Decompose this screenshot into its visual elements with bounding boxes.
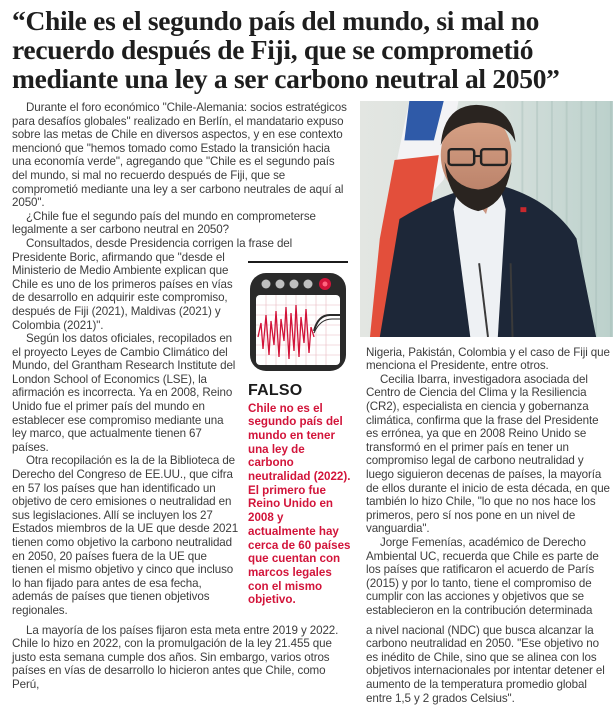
article-column-right-bottom <box>360 618 613 706</box>
article-column-right-top <box>360 338 613 618</box>
paragraph: a nivel nacional (NDC) que busca alcanzar la carbono neutralidad en 2050. "Ese objetivo no es inédito de Chile, sino que se alinea con los objetivos internacionales por intentar detener el aumento de la temperatura promedio global entre 1,5 y 2 grados Celsius". <box>366 623 605 705</box>
seismograph-monitor-icon <box>248 271 348 373</box>
paragraph: Presidente Boric, afirmando que "desde el Ministerio de Medio Ambiente explican que Chile es uno de los primeros países en vías de desarrollo en adquirir este compromiso, después de Fiji (2021), Maldivas (2021) y Colombia (2021)". <box>12 250 233 332</box>
verdict-text: Chile no es el segundo país del mundo en tener una ley de carbono neutralidad (2022). El primero fue Reino Unido en 2008 y actualmente hay cerca de 60 países que cuentan con marcos legales con el mismo objetivo. <box>248 401 351 607</box>
paragraph: Jorge Femenías, académico de Derecho Ambiental UC, recuerda que Chile es parte de los países que ratificaron el acuerdo de París (2015) y por lo tanto, tiene el compromiso de cumplir con las acciones y objetivos que se establecieron en la contribución determinada <box>366 536 599 617</box>
headline: “Chile es el segundo país del mundo, si mal no recuerdo después de Fiji, que se comprometió mediante una ley a ser carbono neutral al 2050” <box>12 5 560 94</box>
paragraph: Otra recopilación es la de la Biblioteca de Derecho del Congreso de EE.UU., que cifra en 57 los países que han identificado un objetivo de cero emisiones o neutralidad en sus legislaciones. Allí se incluyen los 27 Estados miembros de la UE que desde 2021 tienen como objetivo la carbono neutralidad en 2050, 20 países fuera de la UE que tienen el mismo objetivo y cinco que incluso lo han fijado para antes de esa fecha, además de países que tienen objetivos regionales. <box>12 454 239 617</box>
president-photo-image <box>360 101 613 337</box>
article-column-left-bottom <box>12 618 360 706</box>
president-photo <box>360 101 613 337</box>
article-column-left-mid <box>12 251 248 618</box>
verdict-rating: FALSO <box>248 381 303 399</box>
paragraph: Según los datos oficiales, recopilados en el proyecto Leyes de Cambio Climático del Mundo, del Grantham Research Institute del London School of Economics (LSE), la afirmación es incorrecta. Ya en 2008, Reino Unido fue el primer país del mundo en establecer ese compromiso mediante una ley marco, que actualmente tienen 67 países. <box>12 332 236 454</box>
paragraph: Consultados, desde Presidencia corrigen la frase del <box>26 236 293 250</box>
paragraph: Cecilia Ibarra, investigadora asociada del Centro de Ciencia del Clima y la Resiliencia (CR2), especialista en ciencia y gobernanza climática, confirma que la frase del Presidente es errónea, ya que en 2008 Reino Unido se transformó en el primer país en tener un compromiso legal de carbono neutralidad y luego siguieron decenas de países, la mayoría de ellos durante el inicio de esta década, en que también lo hizo Chile, "lo que no nos hace los primeros, pero sí nos pone en un nivel de vanguardia". <box>366 372 610 536</box>
paragraph: Durante el foro económico "Chile-Alemania: socios estratégicos para desafíos globales" realizado en Berlín, el mandatario expuso sobre las metas de Chile en diversos aspectos, y en ese contexto mencionó que "hemos tomado como Estado la transición hacia una economía verde", agregando que "Chile es el segundo país del mundo, si mal no recuerdo después de Fiji, que se comprometió mediante una ley a ser carbono neutrales de aquí al 2050". <box>12 101 347 210</box>
president-photo-frame <box>360 101 613 338</box>
verdict-box <box>248 251 360 618</box>
paragraph: ¿Chile fue el segundo país del mundo en comprometerse legalmente a ser carbono neutral en 2050? <box>12 209 316 237</box>
paragraph: Nigeria, Pakistán, Colombia y el caso de Fiji que menciona el Presidente, entre otros. <box>366 345 610 373</box>
article-column-left-top <box>12 101 360 251</box>
verdict-box-divider <box>248 261 348 263</box>
paragraph: La mayoría de los países fijaron esta meta entre 2019 y 2022. Chile lo hizo en 2022, con la promulgación de la ley 21.455 que justo esta semana cumple dos años. Sin embargo, varios otros países en vías de desarrollo lo hicieron antes que Chile, como Perú, <box>12 623 339 691</box>
